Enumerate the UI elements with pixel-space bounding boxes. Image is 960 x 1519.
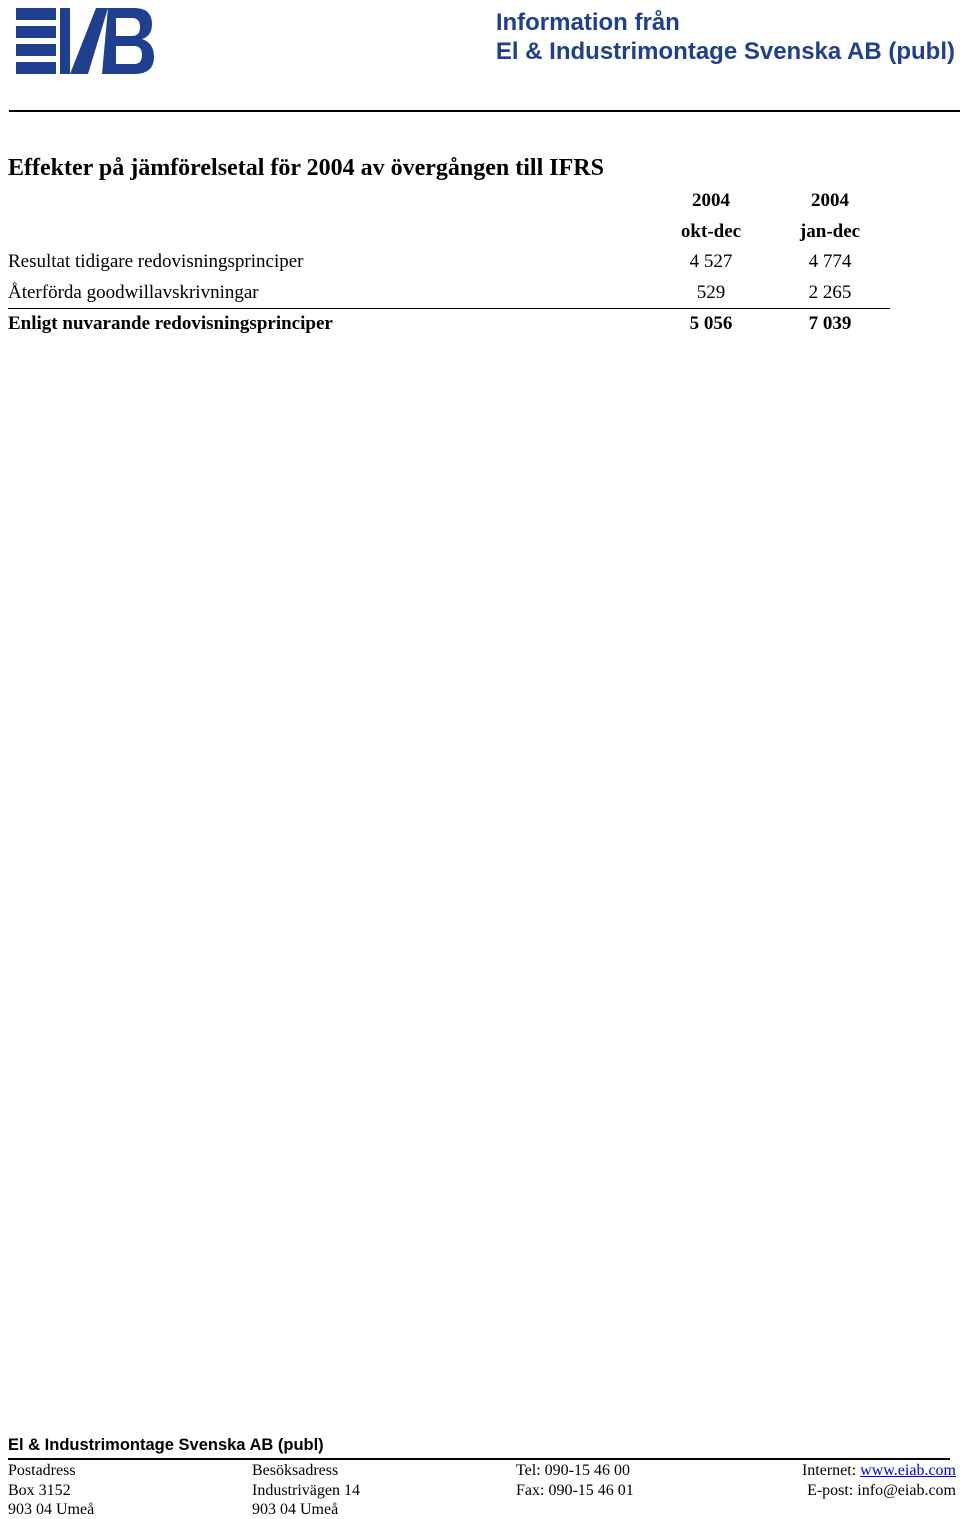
row-value-okt-dec: 529 [696, 281, 726, 303]
table-header-year [8, 186, 890, 217]
total-label: Enligt nuvarande redovisningsprinciper [8, 313, 333, 334]
total-value-okt-dec: 5 056 [689, 313, 733, 334]
internet-line [802, 1461, 956, 1481]
table-total-row [8, 308, 890, 339]
col-header-period-2: jan-dec [799, 220, 861, 242]
phone-tel: Tel: 090-15 46 00 [516, 1462, 630, 1479]
phone-fax: Fax: 090-15 46 01 [516, 1481, 634, 1499]
header-line-1: Information från [495, 9, 680, 36]
row-label: Återförda goodwillavskrivningar [8, 281, 259, 303]
footer-company-name: El & Industrimontage Svenska AB (publ) [8, 1436, 324, 1454]
visit-line-1: Industrivägen 14 [252, 1481, 360, 1499]
table-row [8, 247, 890, 278]
visit-heading: Besöksadress [252, 1462, 339, 1479]
visit-line-2: 903 04 Umeå [252, 1501, 339, 1518]
table-row [8, 278, 890, 309]
postal-line-2: 903 04 Umeå [8, 1501, 95, 1518]
table-header-period [8, 217, 890, 248]
col-header-year-1: 2004 [692, 190, 730, 211]
row-value-okt-dec: 4 527 [689, 251, 733, 272]
website-link[interactable]: www.eiab.com [860, 1462, 956, 1479]
row-value-jan-dec: 2 265 [808, 281, 852, 303]
row-label: Resultat tidigare redovisningsprinciper [8, 251, 304, 272]
company-logo [16, 8, 154, 74]
footer-web [802, 1461, 956, 1500]
total-value-jan-dec: 7 039 [808, 313, 852, 334]
internet-label: Internet: [801, 1462, 861, 1479]
header-divider [9, 110, 960, 112]
eiab-logo-icon [16, 8, 154, 74]
header-line-2: El & Industrimontage Svenska AB (publ) [495, 38, 955, 65]
header-title [496, 8, 955, 66]
col-header-period-1: okt-dec [680, 220, 742, 242]
postal-heading: Postadress [8, 1462, 76, 1479]
postal-line-1: Box 3152 [8, 1481, 71, 1499]
row-value-jan-dec: 4 774 [808, 251, 852, 272]
footer-divider [8, 1458, 950, 1460]
document-title: Effekter på jämförelsetal för 2004 av övergången till IFRS [8, 155, 604, 181]
footer-phone [516, 1461, 634, 1500]
col-header-year-2: 2004 [811, 190, 849, 211]
email-line: E-post: info@eiab.com [807, 1481, 956, 1499]
ifrs-effects-table [8, 186, 890, 339]
footer-postal-address [8, 1461, 94, 1519]
footer-visit-address [252, 1461, 360, 1519]
